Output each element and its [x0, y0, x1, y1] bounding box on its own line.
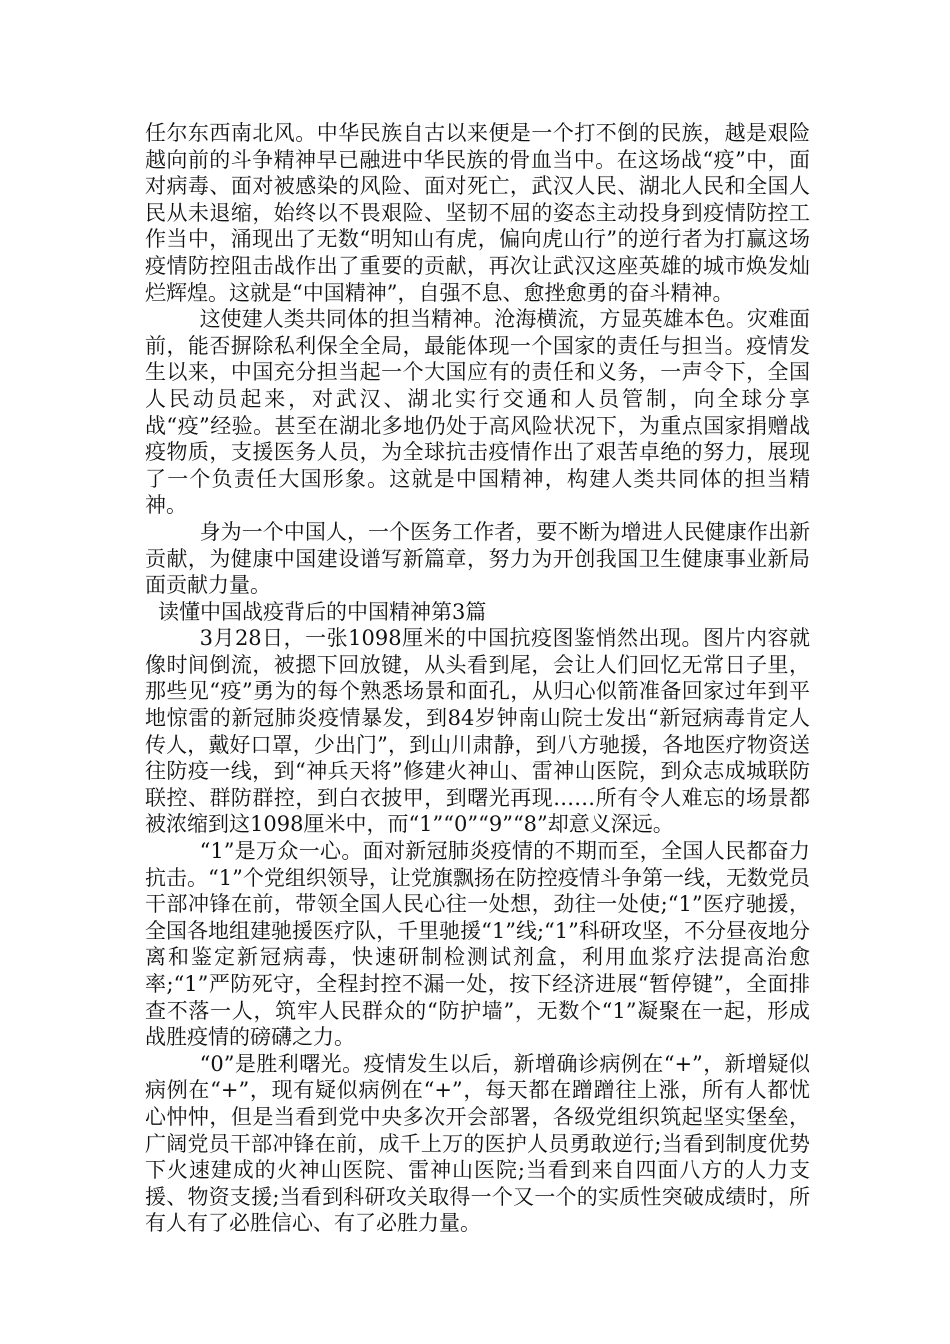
paragraph-medical-worker: 身为一个中国人，一个医务工作者，要不断为增进人民健康作出新贡献，为健康中国建设谱写新篇章，努力为开创我国卫生健康事业新局面贡献力量。 [145, 519, 810, 598]
section-title: 读懂中国战疫背后的中国精神第3篇 [158, 599, 487, 624]
paragraph-1098-cm: 3月28日，一张1098厘米的中国抗疫图鉴悄然出现。图片内容就像时间倒流，被摁下回放键，从头看到尾，会让人们回忆无常日子里，那些见“疫”勇为的每个熟悉场景和面孔，从归心似箭准备回家过年到平地惊雷的新冠肺炎疫情暴发，到84岁钟南山院士发出“新冠病毒肯定人传人，戴好口罩，少出门”，到山川肃静，到八方驰援，各地医疗物资送往防疫一线，到“神兵天将”修建火神山、雷神山医院，到众志成城联防联控、群防群控，到白衣披甲，到曙光再现……所有令人难忘的场景都被浓缩到这1098厘米中，而“1”“0”“9”“8”却意义深远。 [145, 626, 810, 837]
paragraph-fighting-spirit: 任尔东西南北风。中华民族自古以来便是一个打不倒的民族，越是艰险越向前的斗争精神早已融进中华民族的骨血当中。在这场战“疫”中，面对病毒、面对被感染的风险、面对死亡，武汉人民、湖北人民和全国人民从未退缩，始终以不畏艰险、坚韧不屈的姿态主动投身到疫情防控工作当中，涌现出了无数“明知山有虎，偏向虎山行”的逆行者为打赢这场疫情防控阻击战作出了重要的贡献，再次让武汉这座英雄的城市焕发灿烂辉煌。这就是“中国精神”，自强不息、愈挫愈勇的奋斗精神。 [145, 121, 810, 305]
document-page [145, 120, 810, 1237]
paragraph-responsibility: 这使建人类共同体的担当精神。沧海横流，方显英雄本色。灾难面前，能否摒除私利保全全局，最能体现一个国家的责任与担当。疫情发生以来，中国充分担当起一个大国应有的责任和义务，一声令下，全国人民动员起来，对武汉、湖北实行交通和人员管制，向全球分享战“疫”经验。甚至在湖北多地仍处于高风险状况下，为重点国家捐赠战疫物质，支援医务人员，为全球抗击疫情作出了艰苦卓绝的努力，展现了一个负责任大国形象。这就是中国精神，构建人类共同体的担当精神。 [145, 307, 810, 518]
paragraph-number-0: “0”是胜利曙光。疫情发生以后，新增确诊病例在“+”，新增疑似病例在“+”，现有疑似病例在“+”，每天都在蹭蹭往上涨，所有人都忧心忡忡，但是当看到党中央多次开会部署，各级党组织筑起坚实堡垒，广阔党员干部冲锋在前，成千上万的医护人员勇敢逆行;当看到制度优势下火速建成的火神山医院、雷神山医院;当看到来自四面八方的人力支援、物资支援;当看到科研攻关取得一个又一个的实质性突破成绩时，所有人有了必胜信心、有了必胜力量。 [145, 1051, 810, 1236]
paragraph-number-1: “1”是万众一心。面对新冠肺炎疫情的不期而至，全国人民都奋力抗击。“1”个党组织领导，让党旗飘扬在防控疫情斗争第一线，无数党员干部冲锋在前，带领全国人民心往一处想，劲往一处使;“1”医疗驰援，全国各地组建驰援医疗队，千里驰援“1”线;“1”科研攻坚，不分昼夜地分离和鉴定新冠病毒，快速研制检测试剂盒，利用血浆疗法提高治愈率;“1”严防死守，全程封控不漏一处，按下经济进展“暂停键”，全面排查不落一人，筑牢人民群众的“防护墙”，无数个“1”凝聚在一起，形成战胜疫情的磅礴之力。 [145, 839, 810, 1050]
